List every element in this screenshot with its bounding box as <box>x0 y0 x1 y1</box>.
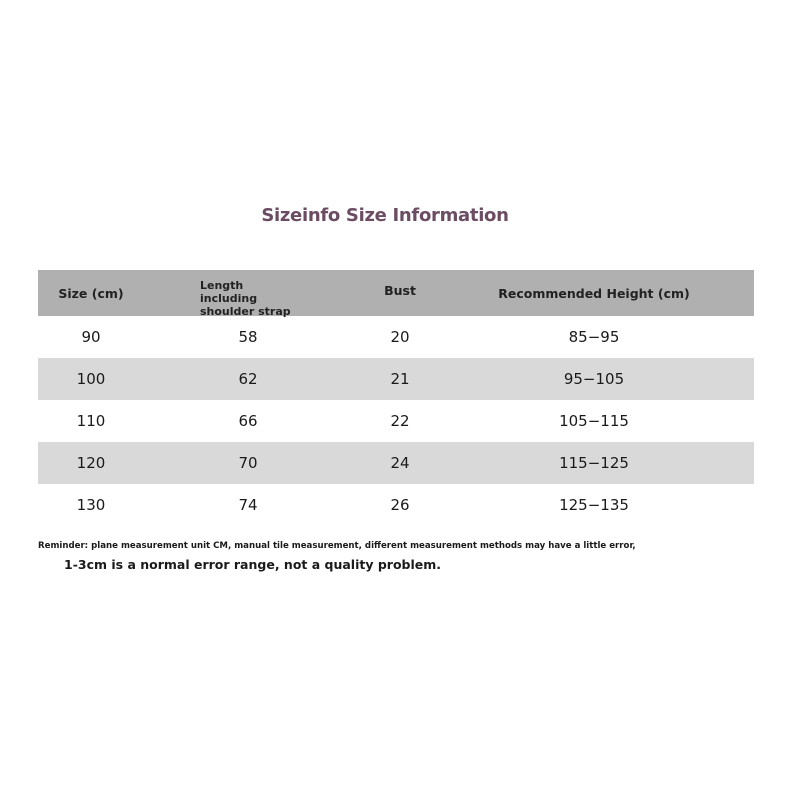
table-row <box>38 358 754 400</box>
size-table <box>38 270 754 526</box>
cell-length: 58 <box>238 328 258 346</box>
cell-bust: 21 <box>390 370 410 388</box>
cell-height: 95−105 <box>563 370 625 388</box>
cell-height: 105−115 <box>559 412 629 430</box>
cell-size: 110 <box>76 412 106 430</box>
header-size: Size (cm) <box>58 285 124 301</box>
table-row <box>38 400 754 442</box>
cell-length: 66 <box>238 412 258 430</box>
cell-size: 100 <box>76 370 106 388</box>
cell-size: 90 <box>81 328 101 346</box>
cell-size: 120 <box>76 454 106 472</box>
reminder-note: Reminder: plane measurement unit CM, manual tile measurement, different measurement methods may have a little error, <box>38 541 636 551</box>
table-row <box>38 484 754 526</box>
table-row <box>38 442 754 484</box>
cell-height: 85−95 <box>568 328 620 346</box>
page-title: Sizeinfo Size Information <box>261 205 509 226</box>
header-recommended-height: Recommended Height (cm) <box>498 285 690 301</box>
cell-bust: 22 <box>390 412 410 430</box>
error-range-note: 1-3cm is a normal error range, not a quality problem. <box>64 557 442 572</box>
cell-height: 115−125 <box>559 454 629 472</box>
header-length: Length including shoulder strap <box>200 279 291 318</box>
table-header <box>38 270 754 316</box>
header-bust: Bust <box>384 283 416 298</box>
cell-size: 130 <box>76 496 106 514</box>
cell-bust: 26 <box>390 496 410 514</box>
cell-height: 125−135 <box>559 496 629 514</box>
cell-length: 74 <box>238 496 258 514</box>
cell-bust: 24 <box>390 454 410 472</box>
cell-length: 70 <box>238 454 258 472</box>
cell-bust: 20 <box>390 328 410 346</box>
table-row <box>38 316 754 358</box>
cell-length: 62 <box>238 370 258 388</box>
